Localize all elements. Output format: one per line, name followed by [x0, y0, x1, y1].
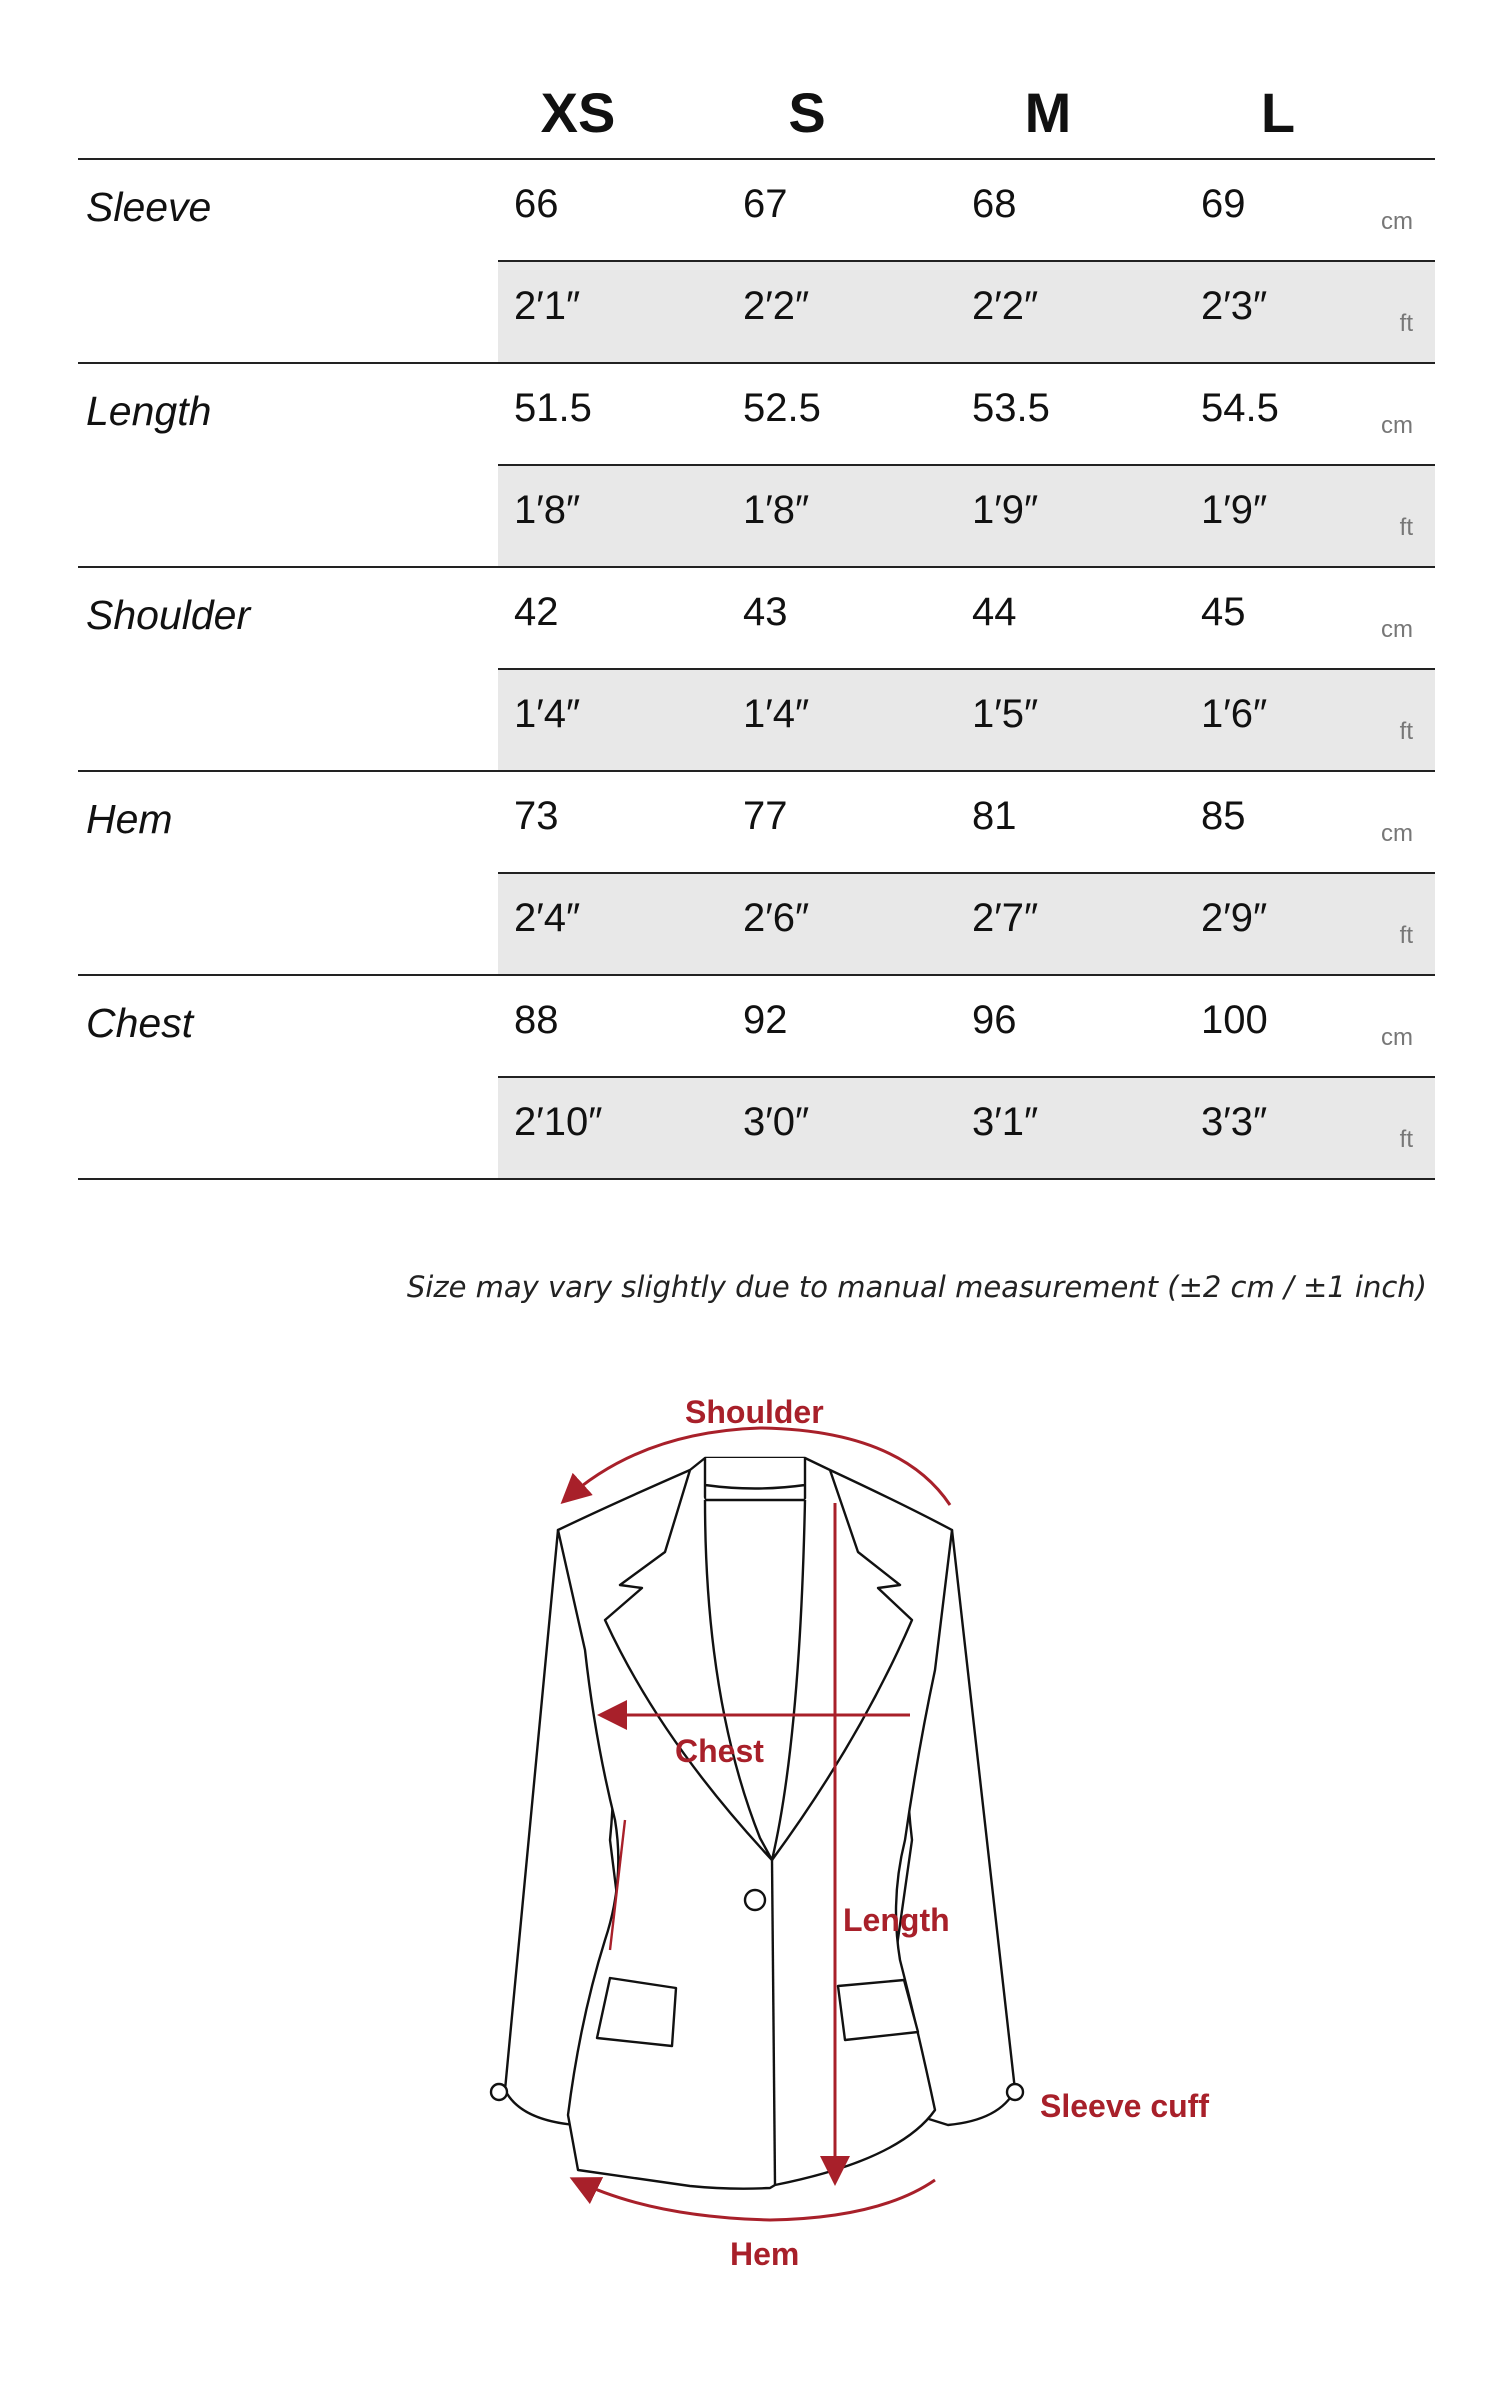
- value-cell: 1′4″: [514, 692, 581, 736]
- collar: [705, 1458, 805, 1500]
- shoulder-label: Shoulder: [685, 1394, 824, 1430]
- value-cell: 88: [514, 998, 559, 1042]
- ft-row: [498, 874, 1435, 974]
- jacket-outline: [491, 1458, 1023, 2189]
- value-cell: 1′6″: [1201, 692, 1268, 736]
- ft-row: [498, 262, 1435, 362]
- value-cell: 2′2″: [972, 284, 1039, 328]
- value-cell: 3′3″: [1201, 1100, 1268, 1144]
- cm-row: [498, 364, 1435, 466]
- unit-label-ft: ft: [1399, 310, 1413, 337]
- size-chart-table: [78, 62, 1435, 1304]
- sleeve-cuff-label: Sleeve cuff: [1040, 2088, 1209, 2124]
- value-cell: 66: [514, 182, 559, 226]
- right-cuff-button: [1007, 2084, 1023, 2100]
- measurement-disclaimer: Size may vary slightly due to manual measurement (±2 cm / ±1 inch): [406, 1270, 1427, 1304]
- measure-label: Sleeve: [86, 184, 212, 230]
- measure-group-length: [78, 364, 1435, 568]
- size-header-s: S: [788, 81, 826, 144]
- cm-row: [498, 772, 1435, 874]
- ft-row: [498, 670, 1435, 770]
- value-cell: 92: [743, 998, 788, 1042]
- value-cell: 1′8″: [514, 488, 581, 532]
- unit-label-cm: cm: [1381, 616, 1413, 643]
- value-cell: 53.5: [972, 386, 1050, 430]
- cm-row: [498, 568, 1435, 670]
- value-cell: 43: [743, 590, 788, 634]
- measure-label: Shoulder: [86, 592, 251, 638]
- measure-label: Hem: [86, 796, 173, 842]
- value-cell: 1′9″: [1201, 488, 1268, 532]
- value-cell: 77: [743, 794, 788, 838]
- value-cell: 44: [972, 590, 1017, 634]
- size-header-xs: XS: [540, 81, 616, 144]
- hem-label: Hem: [730, 2236, 800, 2272]
- value-cell: 54.5: [1201, 386, 1279, 430]
- size-header-l: L: [1260, 81, 1296, 144]
- unit-label-cm: cm: [1381, 820, 1413, 847]
- value-cell: 2′2″: [743, 284, 810, 328]
- value-cell: 68: [972, 182, 1017, 226]
- measure-group-chest: [78, 976, 1435, 1180]
- value-cell: 96: [972, 998, 1017, 1042]
- value-cell: 2′3″: [1201, 284, 1268, 328]
- chest-label: Chest: [675, 1733, 764, 1769]
- unit-label-ft: ft: [1399, 1126, 1413, 1153]
- unit-label-cm: cm: [1381, 1024, 1413, 1051]
- value-cell: 1′8″: [743, 488, 810, 532]
- left-pocket: [597, 1978, 676, 2046]
- value-cell: 100: [1201, 998, 1268, 1042]
- value-cell: 81: [972, 794, 1017, 838]
- value-cell: 2′1″: [514, 284, 581, 328]
- ft-row: [498, 466, 1435, 566]
- unit-label-cm: cm: [1381, 208, 1413, 235]
- left-cuff-button: [491, 2084, 507, 2100]
- value-cell: 3′0″: [743, 1100, 810, 1144]
- unit-label-ft: ft: [1399, 922, 1413, 949]
- value-cell: 2′4″: [514, 896, 581, 940]
- size-header-m: M: [1024, 81, 1072, 144]
- unit-label-cm: cm: [1381, 412, 1413, 439]
- value-cell: 1′5″: [972, 692, 1039, 736]
- measure-group-hem: [78, 772, 1435, 976]
- value-cell: 45: [1201, 590, 1246, 634]
- value-cell: 2′9″: [1201, 896, 1268, 940]
- size-header-row: [78, 62, 1435, 160]
- ft-row: [498, 1078, 1435, 1178]
- measure-label: Length: [86, 388, 212, 434]
- value-cell: 2′10″: [514, 1100, 603, 1144]
- cm-row: [498, 160, 1435, 262]
- value-cell: 51.5: [514, 386, 592, 430]
- value-cell: 85: [1201, 794, 1246, 838]
- unit-label-ft: ft: [1399, 514, 1413, 541]
- value-cell: 42: [514, 590, 559, 634]
- value-cell: 3′1″: [972, 1100, 1039, 1144]
- button: [745, 1890, 765, 1910]
- cm-row: [498, 976, 1435, 1078]
- value-cell: 67: [743, 182, 788, 226]
- right-pocket: [838, 1980, 918, 2040]
- value-cell: 1′4″: [743, 692, 810, 736]
- jacket-measurement-diagram: [0, 1320, 1500, 2320]
- unit-label-ft: ft: [1399, 718, 1413, 745]
- value-cell: 69: [1201, 182, 1246, 226]
- measure-group-sleeve: [78, 160, 1435, 364]
- value-cell: 2′6″: [743, 896, 810, 940]
- value-cell: 1′9″: [972, 488, 1039, 532]
- value-cell: 52.5: [743, 386, 821, 430]
- value-cell: 2′7″: [972, 896, 1039, 940]
- length-label: Length: [843, 1902, 950, 1938]
- value-cell: 73: [514, 794, 559, 838]
- measure-label: Chest: [86, 1000, 194, 1046]
- measure-group-shoulder: [78, 568, 1435, 772]
